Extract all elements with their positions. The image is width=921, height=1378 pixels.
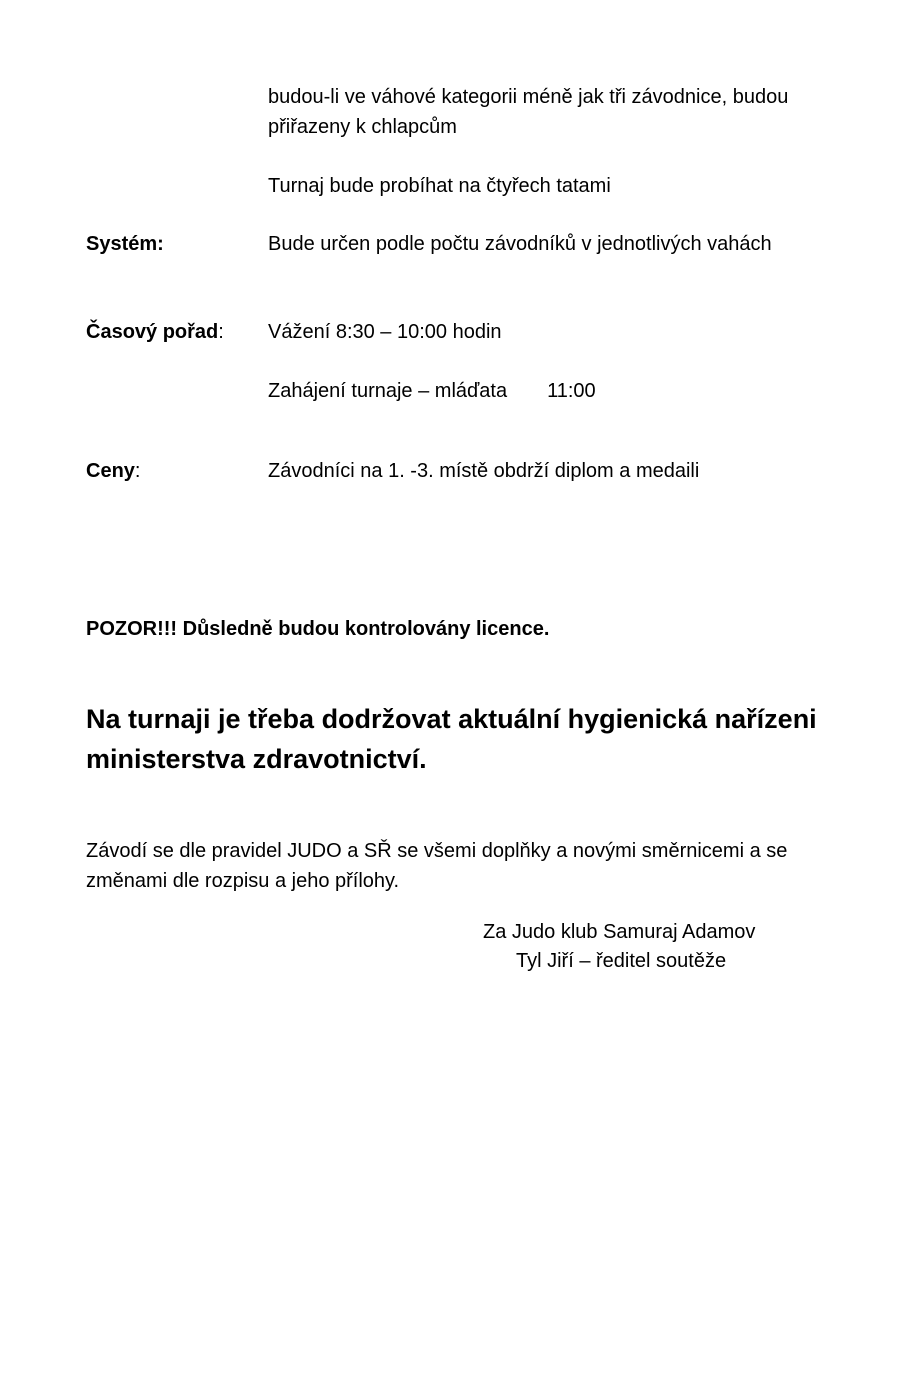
rules-line-2: změnami dle rozpisu a jeho přílohy. [86, 870, 400, 892]
intro-line-2: přiřazeny k chlapcům [268, 116, 457, 138]
system-label: Systém: [86, 233, 164, 255]
license-warning: POZOR!!! Důsledně budou kontrolovány licence. [86, 618, 550, 640]
schedule-label-colon: : [218, 321, 224, 343]
tatami-line: Turnaj bude probíhat na čtyřech tatami [268, 175, 611, 197]
opening-time: 11:00 [547, 380, 596, 402]
schedule-label-text: Časový pořad [86, 321, 219, 343]
weighing-time: Vážení 8:30 – 10:00 hodin [268, 321, 502, 343]
schedule-label [86, 317, 224, 347]
signature-director: Tyl Jiří – ředitel soutěže [516, 950, 727, 972]
system-value: Bude určen podle počtu závodníků v jednotlivých vahách [268, 233, 772, 255]
prizes-label-colon: : [134, 460, 141, 482]
prizes-value: Závodníci na 1. -3. místě obdrží diplom a medaili [268, 460, 700, 482]
prizes-label [86, 456, 140, 486]
prizes-label-text: Ceny [86, 460, 135, 482]
hygiene-notice-line-2: ministerstva zdravotnictví. [86, 744, 427, 774]
signature-club: Za Judo klub Samuraj Adamov [483, 921, 756, 943]
rules-line-1: Závodí se dle pravidel JUDO a SŘ se všemi doplňky a novými směrnicemi a se [86, 840, 788, 862]
hygiene-notice-line-1: Na turnaji je třeba dodržovat aktuální hygienická nařízeni [86, 704, 817, 734]
intro-line-1: budou-li ve váhové kategorii méně jak tři závodnice, budou [268, 86, 789, 108]
opening-line [268, 376, 596, 406]
opening-label: Zahájení turnaje – mláďata [268, 380, 508, 402]
